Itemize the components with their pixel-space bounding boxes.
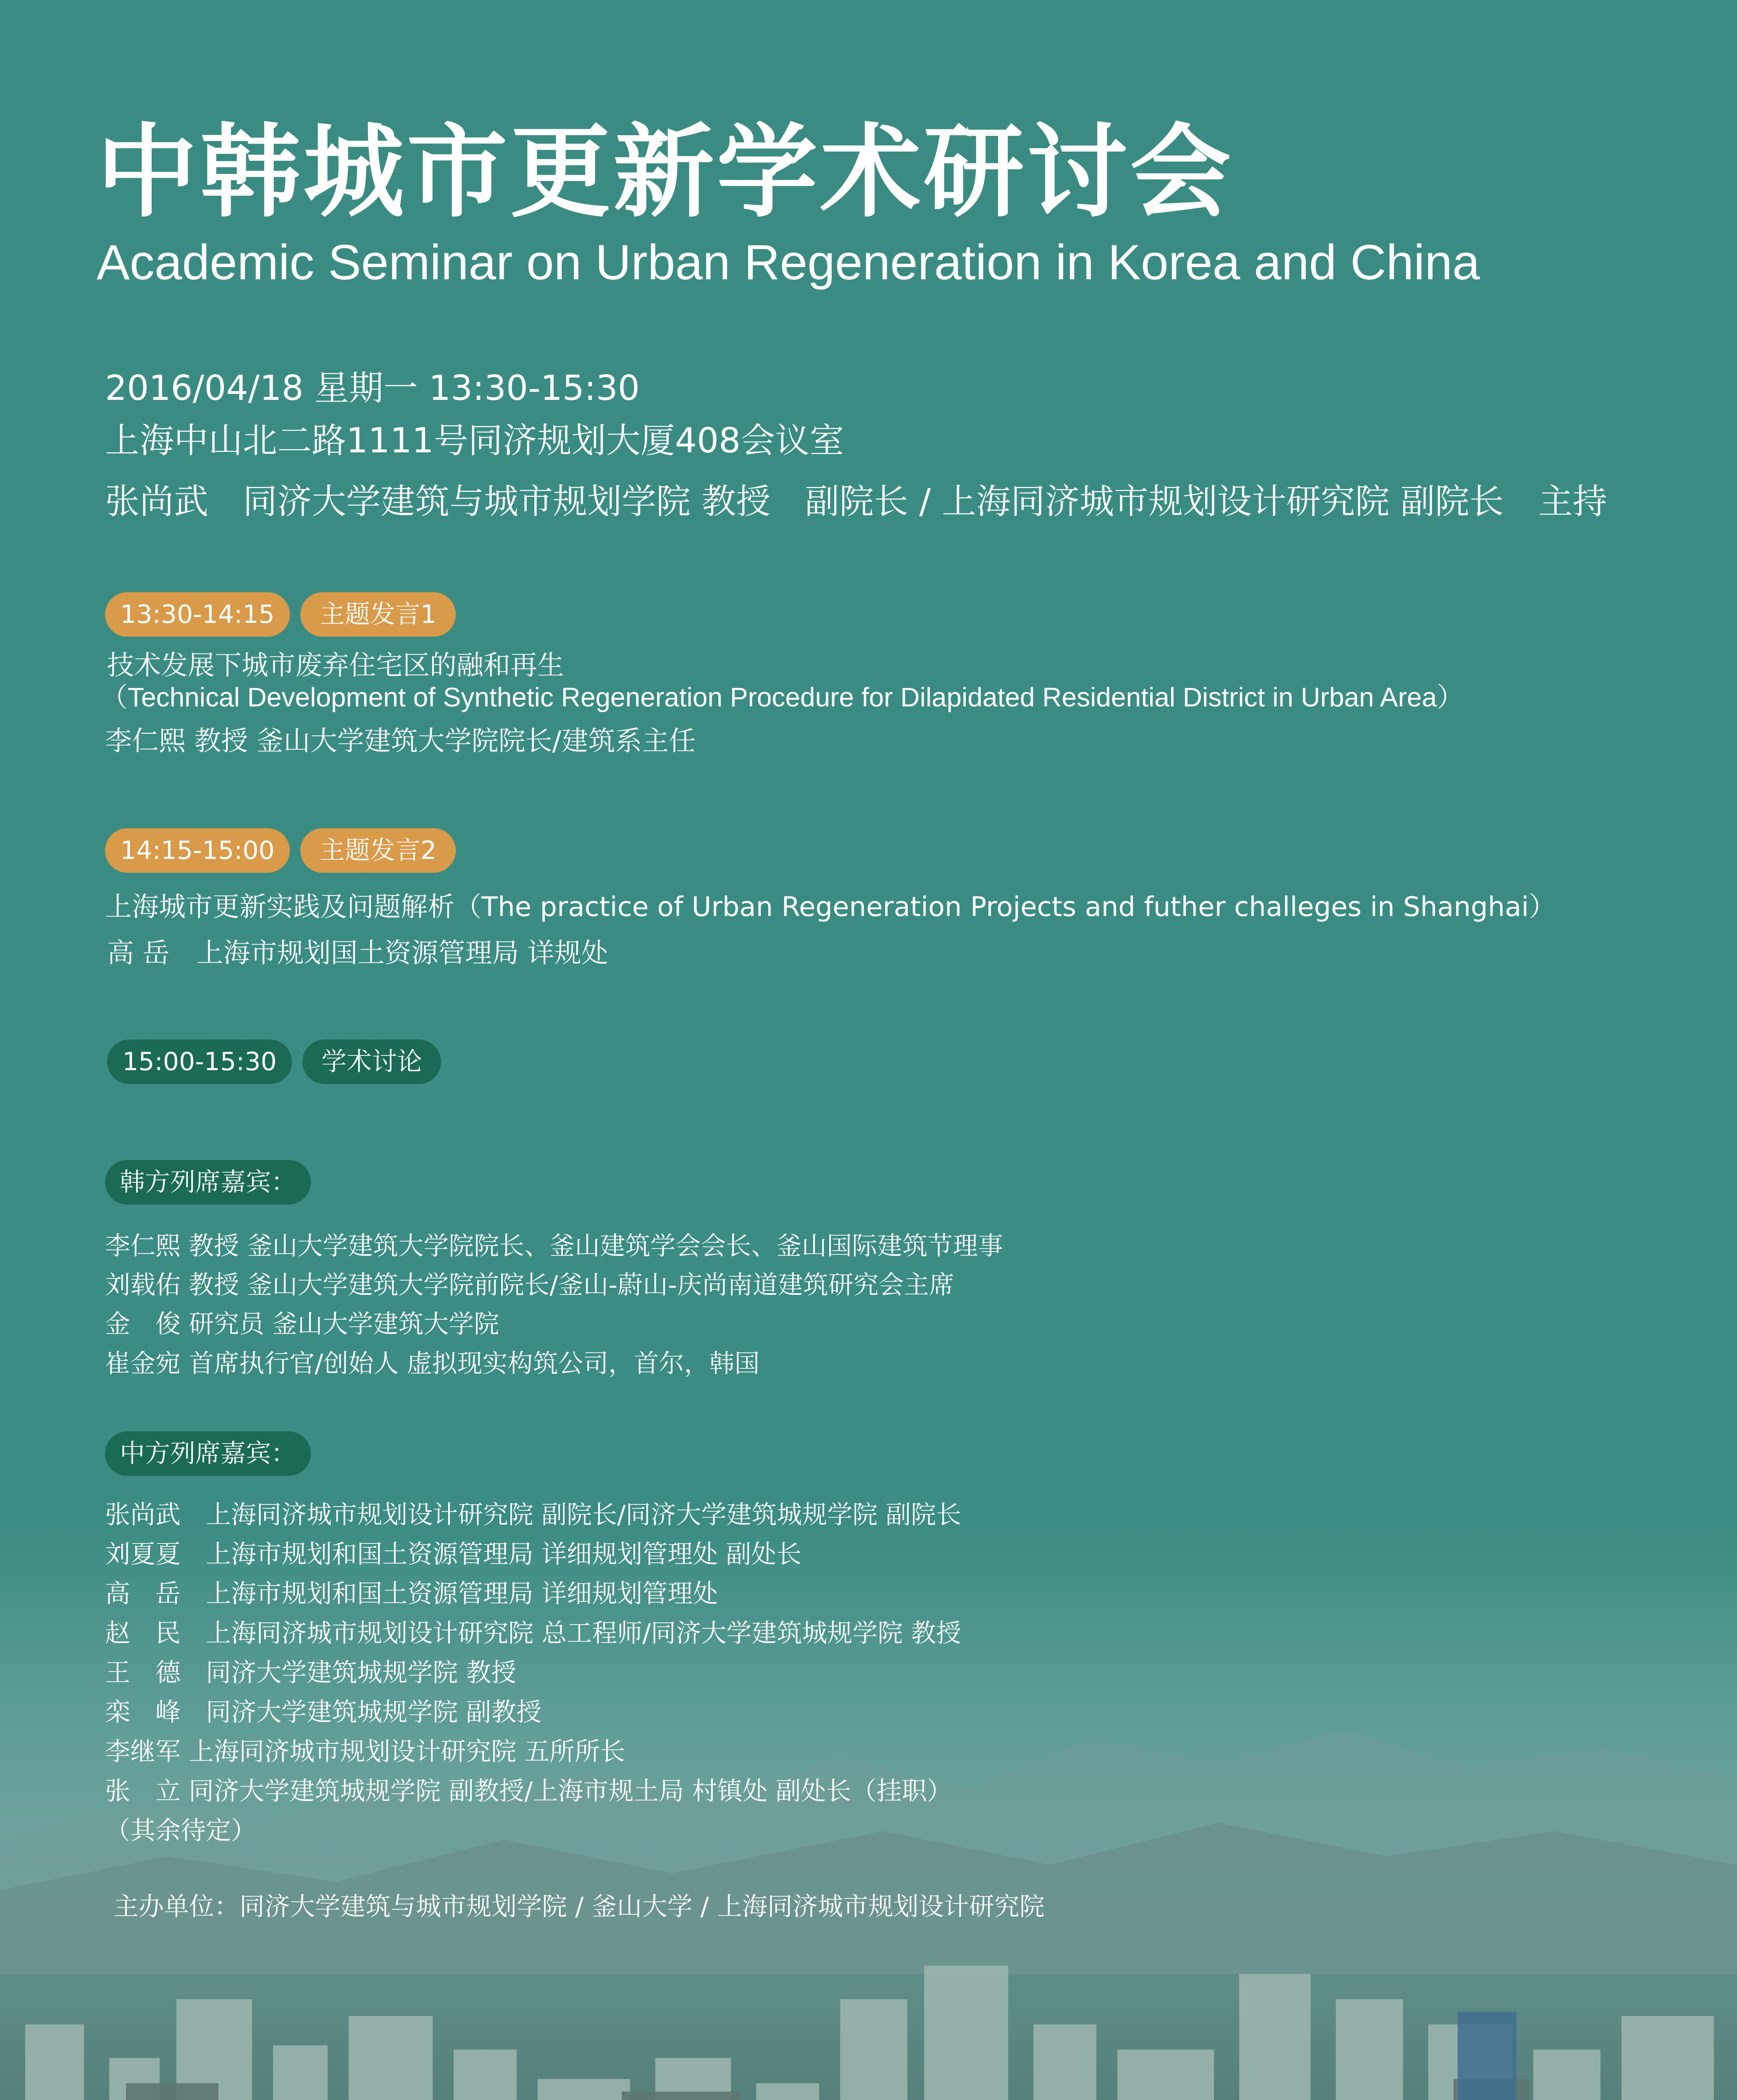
session3-tag-badge: 学术讨论 [302, 1040, 441, 1084]
session2-tag-badge: 主题发言2 [300, 828, 456, 873]
china-guest-item: 王 德 同济大学建筑城规学院 教授 [105, 1658, 517, 1688]
session1-speaker: 李仁熙 教授 釜山大学建筑大学院院长/建筑系主任 [105, 726, 696, 757]
event-datetime: 2016/04/18 星期一 13:30-15:30 [105, 368, 640, 408]
session1-tag-badge: 主题发言1 [300, 592, 456, 637]
event-venue: 上海中山北二路1111号同济规划大厦408会议室 [105, 421, 844, 461]
title-english: Academic Seminar on Urban Regeneration in Korea and China [97, 235, 1480, 290]
korea-guest-item: 李仁熙 教授 釜山大学建筑大学院院长、釜山建筑学会会长、釜山国际建筑节理事 [105, 1231, 1004, 1261]
china-guest-item: 张 立 同济大学建筑城规学院 副教授/上海市规土局 村镇处 副处长（挂职） [105, 1777, 952, 1806]
korea-guest-item: 崔金宛 首席执行官/创始人 虚拟现实构筑公司，首尔，韩国 [105, 1349, 760, 1378]
organizers: 主办单位：同济大学建筑与城市规划学院 / 釜山大学 / 上海同济城市规划设计研究院 [113, 1892, 1045, 1922]
session1-title-en: （Technical Development of Synthetic Regeneration Procedure for Dilapidated Residential District in Urban Area） [101, 682, 1464, 712]
china-guest-item: 张尚武 上海同济城市规划设计研究院 副院长/同济大学建筑城规学院 副院长 [105, 1500, 962, 1530]
china-guest-item: 李继军 上海同济城市规划设计研究院 五所所长 [105, 1737, 625, 1767]
session2-time-badge: 14:15-15:00 [105, 828, 290, 873]
china-guest-item: 高 岳 上海市规划和国土资源管理局 详细规划管理处 [105, 1579, 718, 1609]
china-guest-item: 刘夏夏 上海市规划和国土资源管理局 详细规划管理处 副处长 [105, 1540, 802, 1569]
korea-guest-item: 刘载佑 教授 釜山大学建筑大学院前院长/釜山-蔚山-庆尚南道建筑研究会主席 [105, 1270, 954, 1300]
event-host: 张尚武 同济大学建筑与城市规划学院 教授 副院长 / 上海同济城市规划设计研究院 副院长 主持 [105, 482, 1607, 522]
session1-title-cn: 技术发展下城市废弃住宅区的融和再生 [107, 650, 564, 681]
title-chinese: 中韩城市更新学术研讨会 [97, 113, 1234, 231]
korea-guests-label: 韩方列席嘉宾： [105, 1160, 311, 1205]
korea-guest-item: 金 俊 研究员 釜山大学建筑大学院 [105, 1310, 499, 1339]
session3-time-badge: 15:00-15:30 [107, 1040, 292, 1084]
china-guest-item: 赵 民 上海同济城市规划设计研究院 总工程师/同济大学建筑城规学院 教授 [105, 1619, 962, 1648]
china-guest-item: （其余待定） [105, 1816, 256, 1845]
china-guests-label: 中方列席嘉宾： [105, 1431, 311, 1476]
session2-title: 上海城市更新实践及问题解析（The practice of Urban Regeneration Projects and futher challeges in Shanghai） [105, 892, 1556, 923]
china-guest-item: 栾 峰 同济大学建筑城规学院 副教授 [105, 1698, 542, 1727]
session1-time-badge: 13:30-14:15 [105, 592, 290, 637]
session2-speaker: 高 岳 上海市规划国土资源管理局 详规处 [107, 938, 608, 969]
